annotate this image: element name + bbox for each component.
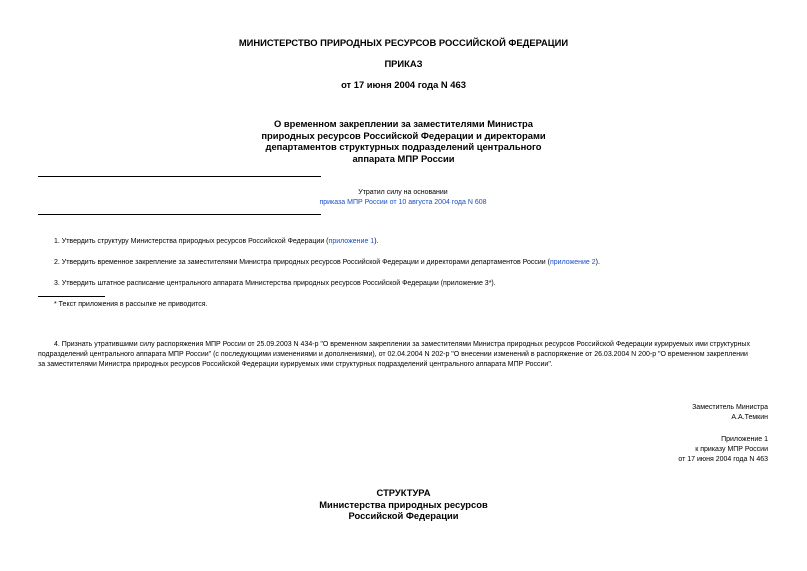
order-item-1 [54,237,378,247]
document-subject [0,118,807,164]
order-item-4 [38,340,773,370]
appendix-label: Приложение 1 [721,436,768,443]
structure-line: Министерства природных ресурсов [319,498,488,510]
appendix-date: от 17 июня 2004 года N 463 [678,456,768,463]
subject-line: О временном закреплении за заместителями Министра [274,118,533,129]
item-text-end: ). [374,238,379,245]
document-date-number: от 17 июня 2004 года N 463 [341,79,466,90]
structure-title: СТРУКТУРА [376,487,431,498]
item-text: 1. Утвердить структуру Министерства природных ресурсов Российской Федерации ( [54,238,329,245]
ministry-title: МИНИСТЕРСТВО ПРИРОДНЫХ РЕСУРСОВ РОССИЙСКОЙ ФЕДЕРАЦИИ [238,37,569,48]
status-bottom-divider [38,214,321,215]
subject-line: аппарата МПР России [352,152,455,164]
status-link[interactable]: приказа МПР России от 10 августа 2004 года N 608 [319,199,487,206]
appendix-reference: к приказу МПР России [695,446,768,453]
order-item-2 [54,258,600,268]
subject-line: департаментов структурных подразделений центрального [265,141,542,152]
item4-line: 4. Признать утратившими силу распоряжения МПР России от 25.09.2003 N 434-р "О временном закреплении за заместителями Министра природных ресурсов Российской Федерации курируемых ими структурных [54,341,750,348]
order-item-3: 3. Утвердить штатное расписание центрального аппарата Министерства природных ресурсов Российской Федерации (приложение 3*). [54,280,496,287]
status-text: Утратил силу на основании [358,189,448,196]
footnote: * Текст приложения в рассылке не приводится. [54,301,208,308]
item4-line: за заместителями Министра природных ресурсов Российской Федерации курируемых ими структурных подразделений центрального аппарата МПР России". [38,361,553,368]
appendix-1-link[interactable]: приложение 1 [328,238,375,245]
appendix-header [560,435,768,465]
status-top-divider [38,176,321,177]
item4-line: подразделений центрального аппарата МПР России" (с последующими изменениями и дополнениями), от 02.04.2004 N 202-р "О внесении изменений в распоряжение от 26.03.2004 N 200-р "О временном закреплении [38,351,748,358]
subject-line: природных ресурсов Российской Федерации и директорами [261,129,546,141]
structure-heading [0,487,807,522]
item-text: 2. Утвердить временное закрепление за заместителями Министра природных ресурсов Российской Федерации и директорами департаментов России ( [54,259,550,266]
structure-line: Российской Федерации [348,510,459,521]
signatory-name: А.А.Темкин [731,414,768,421]
footnote-divider [38,296,105,297]
signature-block [560,403,768,423]
appendix-2-link[interactable]: приложение 2 [550,259,596,266]
document-type: ПРИКАЗ [384,58,423,69]
signatory-position: Заместитель Министра [692,404,768,411]
item-text-end: ). [595,259,600,266]
